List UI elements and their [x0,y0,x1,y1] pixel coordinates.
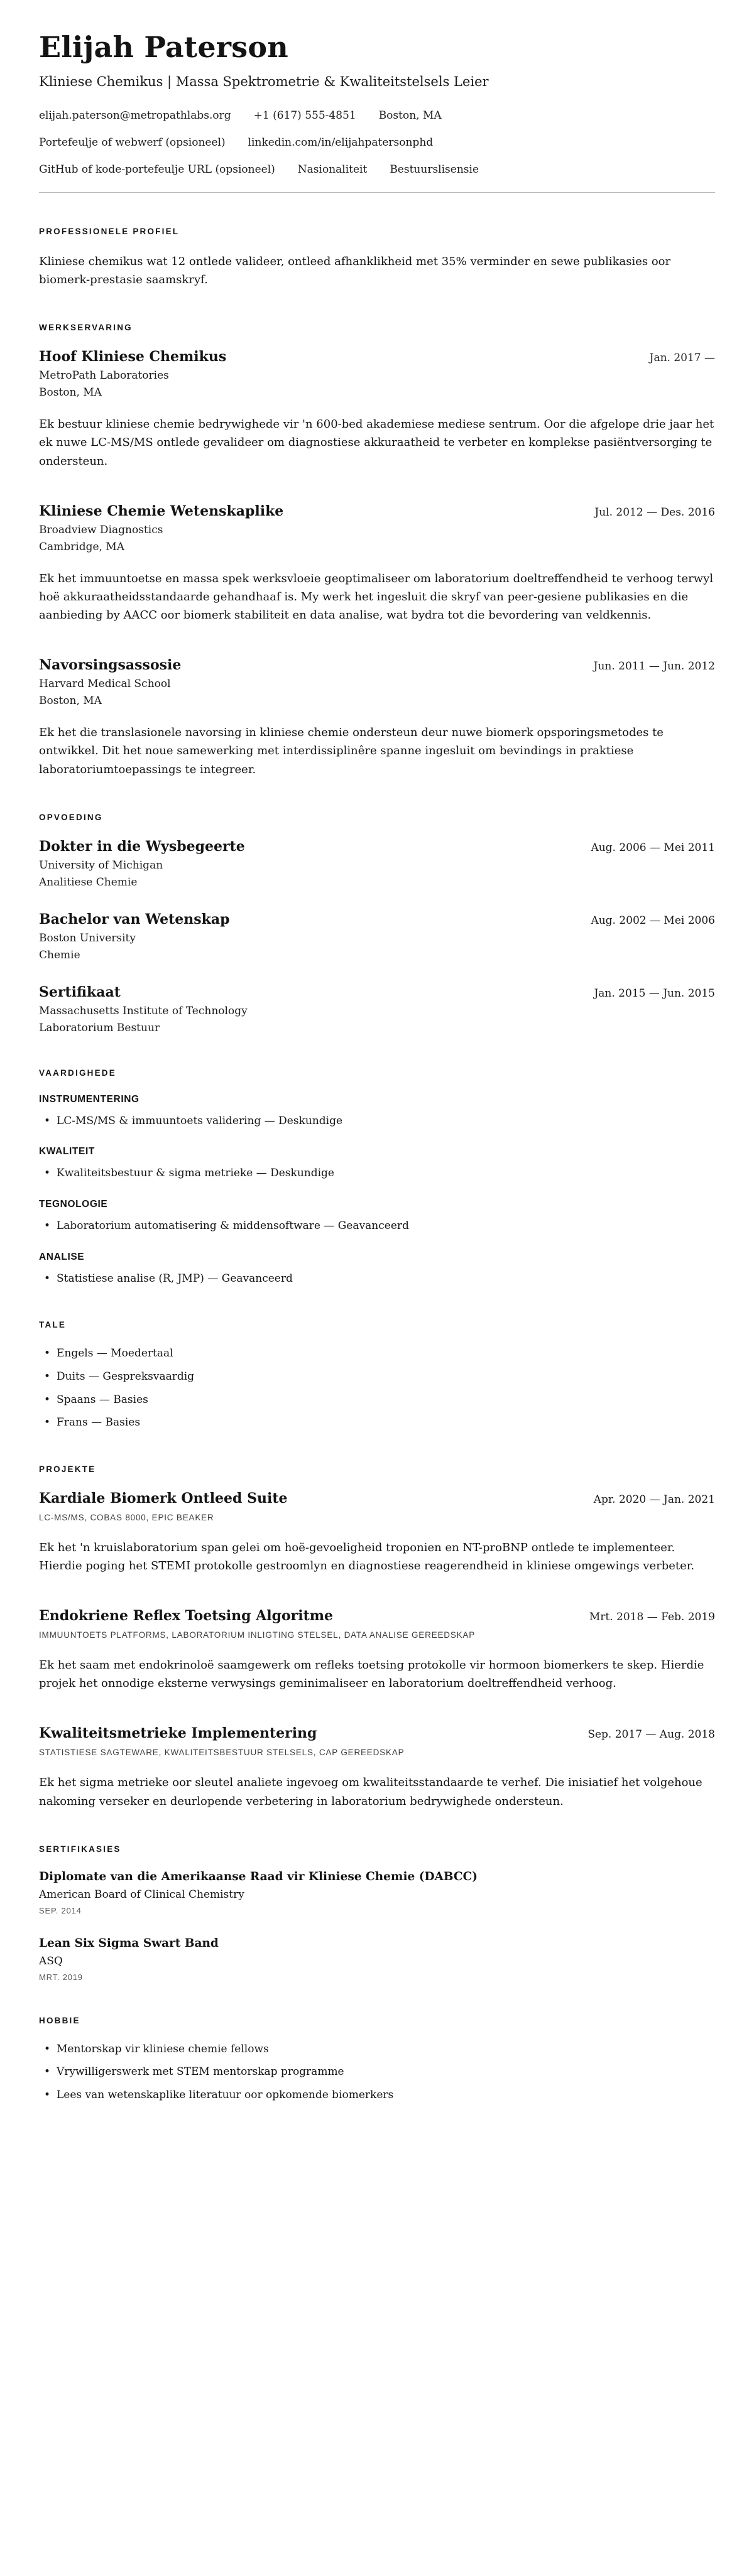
education-entry [39,911,715,961]
job-description: Ek bestuur kliniese chemie bedrywighede vir 'n 600-bed akademiese mediese sentrum. Oor die afgelope drie jaar het ek nuwe LC-MS/MS ontlede gevalideer om diagnostiese akkuraatheid te verbeter en komplekse pasiëntversorging te ondersteun. [39,418,714,468]
section-projects [39,1464,715,1810]
contact-row-3 [39,163,715,176]
degree-dates: Jan. 2015 — Jun. 2015 [594,987,715,1000]
project-description: Ek het 'n kruislaboratorium span gelei om hoë-gevoeligheid troponien en NT-proBNP ontlede te implementeer. Hierdie poging het STEMI protokolle gestroomlyn en diagnostiese reagerendheid in kliniese omgewings verbeter. [39,1540,695,1572]
skill-list [39,1113,715,1129]
education-entry [39,838,715,889]
header-divider [39,192,715,193]
project-tools: LC-MS/MS, COBAS 8000, EPIC BEAKER [39,1512,214,1522]
project-entry [39,1490,715,1575]
certification-title: Diplomate van die Amerikaanse Raad vir Kliniese Chemie (DABCC) [39,1870,478,1883]
project-description: Ek het saam met endokrinoloë saamgewerk om refleks toetsing protokolle vir hormoon biomerkers te skep. Hierdie projek het onnodige eksterne verwysings geminimaliseer en laboratorium doeltreffendheid verhoog. [39,1659,704,1691]
degree-dates: Aug. 2002 — Mei 2006 [591,914,715,927]
section-title-profile: PROFESSIONELE PROFIEL [39,227,180,236]
contact-nationality: Nasionaliteit [297,163,368,176]
certification-entry [39,1937,715,1982]
job-title: Navorsingsassosie [39,657,182,674]
section-profile [39,227,715,289]
contact-location: Boston, MA [378,109,442,122]
hobby-list [39,2042,715,2103]
degree-title: Dokter in die Wysbegeerte [39,838,245,855]
experience-entry [39,503,715,624]
project-tools: STATISTIESE SAGTEWARE, KWALITEITSBESTUUR STELSELS, CAP GEREEDSKAP [39,1748,405,1758]
section-languages [39,1320,715,1431]
section-title-skills: VAARDIGHEDE [39,1068,116,1078]
project-title: Endokriene Reflex Toetsing Algoritme [39,1608,334,1625]
skill-item: • LC-MS/MS & immuuntoets validering — Deskundige [44,1113,715,1129]
job-dates: Jun. 2011 — Jun. 2012 [593,660,715,673]
project-title: Kwaliteitsmetrieke Implementering [39,1725,317,1742]
language-item: • Frans — Basies [44,1415,715,1431]
entry-head [39,1725,715,1741]
job-dates: Jan. 2017 — [649,352,715,365]
certification-issuer: ASQ [39,1954,63,1967]
job-location: Boston, MA [39,386,102,399]
experience-entry [39,349,715,470]
field-of-study: Laboratorium Bestuur [39,1021,160,1034]
skill-group [39,1199,715,1234]
skill-group-name: TEGNOLOGIE [39,1199,108,1210]
language-list [39,1346,715,1431]
section-title-hobbies: HOBBIE [39,2015,80,2025]
school-name: Boston University [39,931,136,944]
job-company: Harvard Medical School [39,678,171,691]
job-company: Broadview Diagnostics [39,523,163,536]
section-experience [39,323,715,778]
language-item: • Duits — Gespreksvaardig [44,1369,715,1385]
headline: Kliniese Chemikus | Massa Spektrometrie & Kwaliteitstelsels Leier [39,74,489,89]
contact-linkedin: linkedin.com/in/elijahpatersonphd [248,136,434,149]
name: Elijah Paterson [39,30,288,64]
job-location: Boston, MA [39,695,102,708]
skill-item: • Kwaliteitsbestuur & sigma metrieke — Deskundige [44,1166,715,1181]
skill-list [39,1271,715,1287]
entry-head [39,349,715,365]
certification-title: Lean Six Sigma Swart Band [39,1936,219,1950]
education-entry [39,984,715,1034]
resume-header [39,30,715,193]
contact-phone: +1 (617) 555-4851 [253,109,356,122]
project-title: Kardiale Biomerk Ontleed Suite [39,1490,288,1507]
skill-group [39,1094,715,1129]
certification-entry [39,1870,715,1915]
field-of-study: Chemie [39,948,80,961]
entry-head [39,1490,715,1507]
contact-drivers-license: Bestuurslisensie [390,163,479,176]
experience-entry [39,657,715,778]
job-description: Ek het immuuntoetse en massa spek werksvloeie geoptimaliseer om laboratorium doeltreffendheid te verhoog terwyl hoë akkuraatheidsstandaarde gehandhaaf is. My werk het ingesluit die skryf van peer-gesiene publikasies en die aanbieding by AACC oor biomerk stabiliteit en data analise, wat bydra tot die bevordering van veldkennis. [39,571,714,622]
entry-head [39,838,715,855]
field-of-study: Analitiese Chemie [39,875,138,889]
certification-date: MRT. 2019 [39,1972,83,1982]
profile-text: Kliniese chemikus wat 12 ontlede valideer, ontleed afhanklikheid met 35% verminder en sewe publikasies oor biomerk-prestasie saamskryf. [39,255,671,287]
project-entry [39,1725,715,1810]
hobby-item: • Vrywilligerswerk met STEM mentorskap programme [44,2064,715,2080]
project-dates: Mrt. 2018 — Feb. 2019 [589,1611,715,1624]
degree-title: Bachelor van Wetenskap [39,911,230,928]
degree-dates: Aug. 2006 — Mei 2011 [591,841,715,854]
entry-head [39,911,715,928]
contact-github: GitHub of kode-portefeulje URL (opsioneel) [39,163,275,176]
project-dates: Apr. 2020 — Jan. 2021 [593,1493,715,1506]
project-tools: IMMUUNTOETS PLATFORMS, LABORATORIUM INLIGTING STELSEL, DATA ANALISE GEREEDSKAP [39,1630,476,1640]
certification-issuer: American Board of Clinical Chemistry [39,1888,244,1901]
section-education [39,813,715,1034]
job-dates: Jul. 2012 — Des. 2016 [594,506,715,519]
skill-group-name: ANALISE [39,1251,85,1262]
section-title-certifications: SERTIFIKASIES [39,1844,121,1854]
section-skills [39,1068,715,1287]
skill-group-name: KWALITEIT [39,1146,95,1157]
project-description: Ek het sigma metrieke oor sleutel analiete ingevoeg om kwaliteitsstandaarde te verhef. Die inisiatief het volgehoue nakoming verseker en deurlopende verbetering in laboratorium bedrywighede ondersteun. [39,1776,702,1808]
section-title-education: OPVOEDING [39,812,103,822]
skill-item: • Laboratorium automatisering & middensoftware — Geavanceerd [44,1218,715,1234]
contact-row-2 [39,136,715,149]
section-hobbies [39,2016,715,2103]
hobby-item: • Mentorskap vir kliniese chemie fellows [44,2042,715,2057]
contact-row-1 [39,109,715,122]
skill-list [39,1166,715,1181]
school-name: Massachusetts Institute of Technology [39,1004,248,1017]
skill-group-name: INSTRUMENTERING [39,1093,139,1105]
job-company: MetroPath Laboratories [39,369,169,382]
certification-date: SEP. 2014 [39,1905,82,1915]
skill-item: • Statistiese analise (R, JMP) — Geavanceerd [44,1271,715,1287]
entry-head [39,657,715,673]
entry-head [39,984,715,1000]
job-title: Kliniese Chemie Wetenskaplike [39,502,284,519]
entry-head [39,1608,715,1624]
contact-portfolio: Portefeulje of webwerf (opsioneel) [39,136,226,149]
project-dates: Sep. 2017 — Aug. 2018 [587,1728,715,1741]
contact-email: elijah.paterson@metropathlabs.org [39,109,231,122]
section-title-experience: WERKSERVARING [39,323,133,333]
job-description: Ek het die translasionele navorsing in kliniese chemie ondersteun deur nuwe biomerk opsporingsmetodes te ontwikkel. Dit het noue samewerking met interdissiplinêre spanne ingesluit om bevindings in praktiese laboratoriumtoepassings te integreer. [39,726,664,776]
entry-head [39,503,715,519]
hobby-item: • Lees van wetenskaplike literatuur oor opkomende biomerkers [44,2087,715,2103]
degree-title: Sertifikaat [39,983,121,1000]
section-title-projects: PROJEKTE [39,1464,96,1474]
language-item: • Engels — Moedertaal [44,1346,715,1361]
project-entry [39,1608,715,1692]
section-title-languages: TALE [39,1320,67,1330]
job-location: Cambridge, MA [39,540,125,553]
skill-list [39,1218,715,1234]
language-item: • Spaans — Basies [44,1392,715,1408]
job-title: Hoof Kliniese Chemikus [39,349,227,365]
school-name: University of Michigan [39,858,163,872]
skill-group [39,1146,715,1181]
skill-group [39,1252,715,1287]
section-certifications [39,1844,715,1982]
